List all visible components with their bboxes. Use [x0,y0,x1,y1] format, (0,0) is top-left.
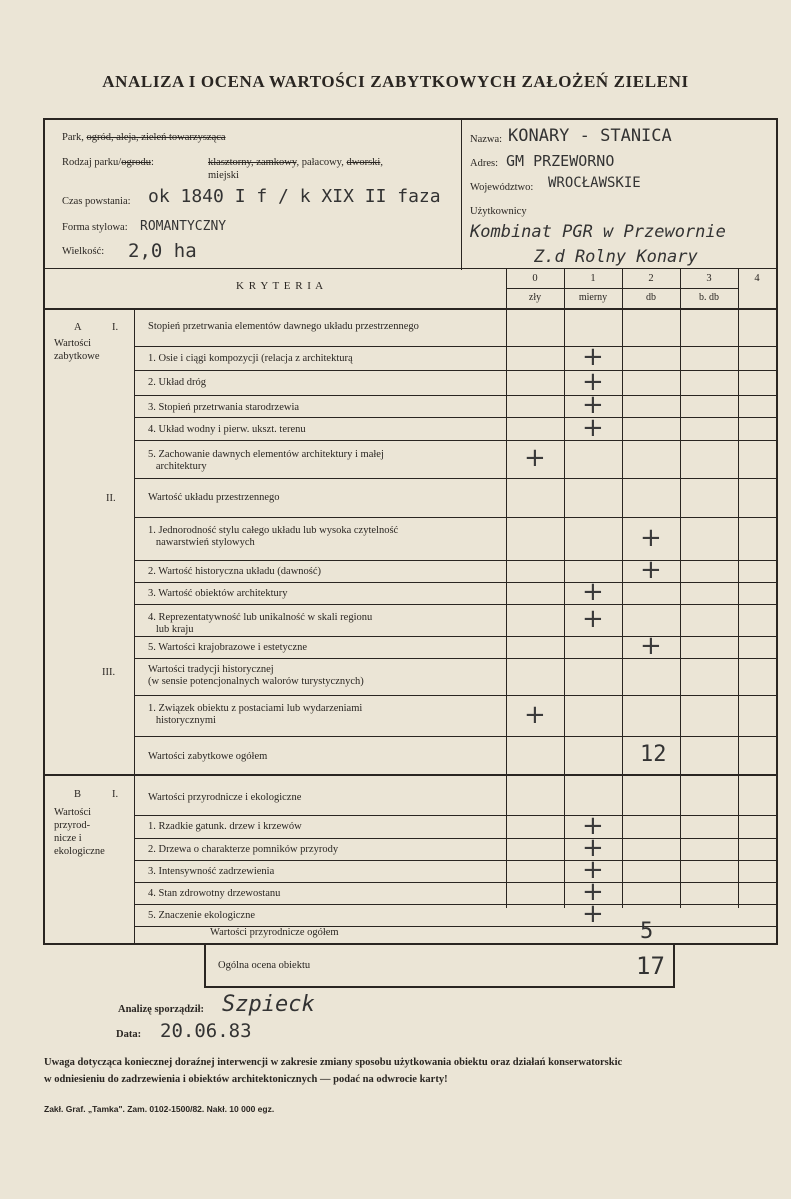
criteria-item-B-3: 3. Intensywność zadrzewienia [148,866,275,877]
row-line [134,695,776,696]
analize-signature: Szpieck [222,992,315,1017]
woj-label: Województwo: [470,182,534,193]
mark-B-3: + [582,855,604,885]
ogolna-value: 17 [636,952,665,980]
nazwa-label: Nazwa: [470,134,503,145]
mark-B-5: + [582,899,604,929]
col-num-3: 3 [706,273,712,284]
kryteria-label: K R Y T E R I A [236,280,325,292]
adres-label: Adres: [470,158,498,169]
criteria-item-I-3: 3. Stopień przetrwania starodrzewia [148,402,300,413]
row-line [134,904,776,905]
rodzaj-options: klasztorny, zamkowy, pałacowy, dworski, [208,157,383,168]
row-line [134,860,776,861]
a-roman: I. [112,322,119,333]
ii-roman: II. [106,493,116,504]
uzyt-value-2: Z.d Rolny Konary [534,247,698,267]
zab-total-label: Wartości zabytkowe ogółem [148,751,268,762]
col-line-1 [564,268,565,908]
criteria-item-II-1: 1. Jednorodność stylu całego układu lub wysoka czytelność nawarstwień stylowych [148,525,399,548]
row-line [134,582,776,583]
section-ii-title: Wartość układu przestrzennego [148,492,280,503]
col-line-0 [506,268,507,908]
criteria-item-II-4: 4. Reprezentatywność lub unikalność w skali regionu lub kraju [148,612,373,635]
mark-II-2: + [640,555,662,585]
row-line [134,440,776,441]
col-num-4: 4 [754,273,760,284]
page-title: ANALIZA I OCENA WARTOŚCI ZABYTKOWYCH ZAŁOŻEŃ ZIELENI [102,72,689,91]
criteria-item-B-4: 4. Stan zdrowotny drzewostanu [148,888,281,899]
data-label: Data: [116,1029,142,1040]
header-bottom-line [45,268,776,269]
col-sub-2: db [646,292,656,303]
mark-B-4: + [582,877,604,907]
ogolna-label: Ogólna ocena obiektu [218,960,311,971]
col-line-3 [680,268,681,908]
a-letter: A [74,322,82,333]
woj-value: WROCŁAWSKIE [548,175,641,191]
mark-B-1: + [582,810,604,841]
iii-roman: III. [102,667,116,678]
przyr-total-label: Wartości przyrodnicze ogółem [210,927,339,938]
mark-II-5: + [640,631,662,661]
criteria-item-I-2: 2. Układ dróg [148,377,207,388]
mark-I-3: + [582,390,604,420]
uwaga-line-1: Uwaga dotycząca koniecznej doraźnej interwencji w zakresie zmiany sposobu użytkowania obiektu oraz działań konserwatorskic [44,1057,623,1068]
print-note: Zakł. Graf. „Tamka". Zam. 0102-1500/82. Nakł. 10 000 egz. [44,1104,275,1114]
row-line [134,882,776,883]
criteria-item-B-1: 1. Rzadkie gatunk. drzew i krzewów [148,821,302,832]
adres-value: GM PRZEWORNO [506,152,615,170]
kryteria-sub-line [506,288,738,289]
criteria-item-I-1: 1. Osie i ciągi kompozycji (relacja z architekturą [148,353,353,364]
col-num-2: 2 [648,273,654,284]
b-letter: B [74,789,82,800]
row-line [134,560,776,561]
criteria-item-III-1: 1. Związek obiektu z postaciami lub wydarzeniami historycznymi [148,703,363,726]
b-roman: I. [112,789,119,800]
col-sub-3: b. db [699,292,719,303]
wielkosc-label: Wielkość: [62,246,105,257]
mark-I-4: + [582,412,604,443]
criteria-item-II-5: 5. Wartości krajobrazowe i estetyczne [148,642,308,653]
nazwa-value: KONARY - STANICA [508,126,672,146]
row-line [134,636,776,637]
mark-I-2: + [582,366,604,397]
wielkosc-value: 2,0 ha [128,240,197,262]
forma-label: Forma stylowa: [62,222,128,233]
czas-label: Czas powstania: [62,196,131,207]
uwaga-line-2: w odniesieniu do zadrzewienia i obiektów architektonicznych — podać na odwrocie karty! [44,1074,448,1085]
row-line [134,370,776,371]
row-line [134,604,776,605]
section-a-top [45,308,776,310]
forma-value: ROMANTYCZNY [140,219,227,234]
criteria-item-B-2: 2. Drzewa o charakterze pomników przyrody [148,844,339,855]
uzyt-value-1: Kombinat PGR w Przewornie [470,222,726,242]
row-line [134,838,776,839]
col-line-4 [738,268,739,908]
left-col-divider [134,308,135,945]
col-sub-1: mierny [578,292,608,303]
park-field: Park, ogród, aleja, zieleń towarzysząca [62,132,226,143]
col-num-1: 1 [590,273,596,284]
row-line [134,517,776,518]
b-desc: Wartości przyrod- nicze i ekologiczne [54,807,105,857]
section-iii-title: Wartości tradycji historycznej (w sensie potencjonalnych walorów turystycznych) [148,664,364,687]
row-line [134,478,776,479]
row-line [134,395,776,396]
miejski-option: miejski [208,170,239,181]
criteria-item-I-5: 5. Zachowanie dawnych elementów architektury i małej architektury [148,449,384,472]
section-i-title: Stopień przetrwania elementów dawnego układu przestrzennego [148,321,419,332]
col-num-0: 0 [532,273,538,284]
uzyt-label: Użytkownicy [470,206,527,217]
mark-II-1: + [640,522,662,553]
czas-value: ok 1840 I f / k XIX II faza [148,186,441,207]
analize-label: Analizę sporządził: [118,1004,205,1015]
row-line [134,346,776,347]
row-line [134,736,776,737]
section-b-title: Wartości przyrodnicze i ekologiczne [148,792,302,803]
mark-II-4: + [582,604,604,634]
a-desc: Wartości zabytkowe [54,338,100,362]
mark-III-1: + [524,700,546,730]
zab-total-value: 12 [640,742,667,767]
rodzaj-label: Rodzaj parku/ogrodu: [62,157,154,168]
mark-I-5: + [524,443,546,473]
criteria-item-II-2: 2. Wartość historyczna układu (dawność) [148,566,322,577]
mark-I-1: + [582,342,604,372]
row-line [134,815,776,816]
criteria-item-II-3: 3. Wartość obiektów architektury [148,588,288,599]
criteria-item-B-5: 5. Znaczenie ekologiczne [148,910,255,921]
data-value: 20.06.83 [160,1020,252,1042]
col-line-2 [622,268,623,908]
przyr-total-value: 5 [640,919,654,944]
col-sub-0: zły [528,292,542,303]
criteria-item-I-4: 4. Układ wodny i pierw. ukszt. terenu [148,424,306,435]
mark-II-3: + [582,577,604,607]
header-divider [461,120,462,270]
mark-B-2: + [582,833,604,863]
row-line [134,417,776,418]
section-b-top [45,774,776,776]
row-line [134,658,776,659]
